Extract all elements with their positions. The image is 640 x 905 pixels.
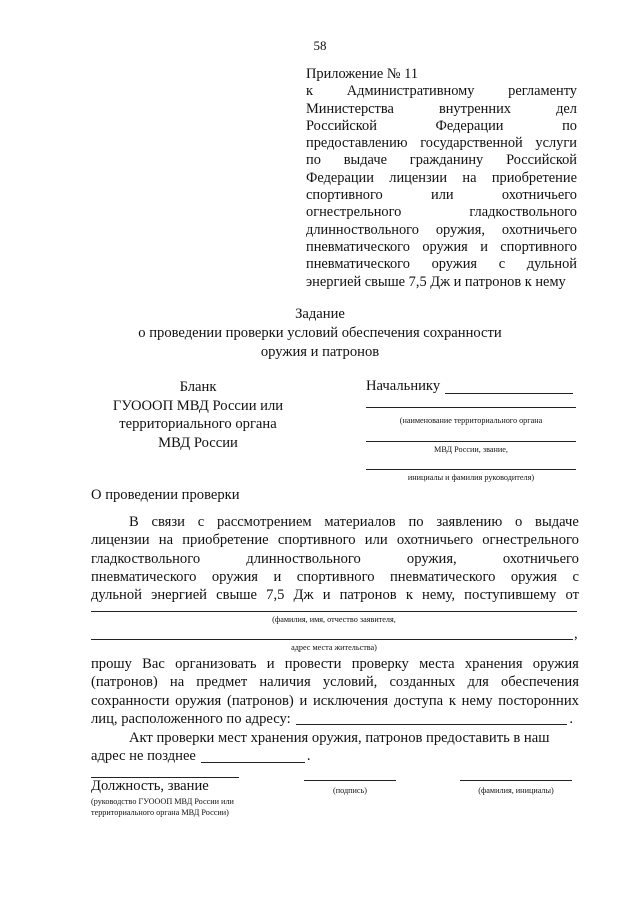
addressee-line-3[interactable]	[366, 441, 576, 442]
appendix-line-9: длинноствольного оружия, охотничьего	[306, 221, 577, 238]
blank-line-2: ГУОООП МВД России или	[112, 397, 284, 414]
addressee-line-4[interactable]	[366, 469, 576, 470]
appendix-line-3: Российской Федерации по	[306, 117, 577, 134]
appendix-lines	[306, 83, 577, 273]
paragraph-2	[91, 655, 579, 728]
paragraph-1-line-4: пневматического оружия и спортивного пневматического оружия с	[91, 568, 579, 585]
paragraph-1	[91, 513, 579, 604]
paragraph-2-line-1: прошу Вас организовать и провести проверку места хранения оружия	[91, 656, 579, 672]
title-line-3: оружия и патронов	[260, 344, 380, 360]
address-comma: ,	[574, 626, 578, 642]
applicant-address-field[interactable]	[91, 639, 573, 640]
position-label: Должность, звание	[91, 778, 209, 794]
applicant-name-hint: (фамилия, имя, отчество заявителя,	[272, 615, 396, 624]
page-number: 58	[313, 38, 327, 53]
appendix-line-4: предоставлению государственной услуги	[306, 135, 577, 152]
paragraph-3-line-2-suffix: .	[306, 748, 311, 765]
inspection-address-field[interactable]	[296, 724, 568, 725]
paragraph-1-line-2: лицензии на приобретение спортивного или охотничьего огнестрельного	[91, 532, 579, 549]
signature-line[interactable]	[304, 780, 396, 781]
paragraph-3-line-2-prefix: адрес не позднее	[91, 748, 196, 765]
addressee-hint-3: инициалы и фамилия руководителя)	[407, 473, 535, 482]
full-name-line[interactable]	[460, 780, 572, 781]
addressee-label: Начальнику	[366, 378, 441, 394]
appendix-line-11: пневматического оружия с дульной	[306, 256, 577, 273]
applicant-name-field[interactable]	[91, 611, 577, 612]
position-hint: (руководство ГУОООП МВД России или территориального органа МВД России)	[91, 797, 234, 817]
appendix-title: Приложение № 11	[306, 66, 419, 82]
paragraph-2-line-3: сохранности оружия (патронов) и исключения доступа к нему посторонних	[91, 692, 579, 709]
paragraph-3-line-1: Акт проверки мест хранения оружия, патронов предоставить в наш	[129, 730, 550, 746]
appendix-line-7: спортивного или охотничьего	[306, 187, 577, 204]
deadline-field[interactable]	[201, 762, 305, 763]
appendix-line-10: пневматического оружия и спортивного	[306, 238, 577, 255]
blank-line-1: Бланк	[179, 379, 217, 395]
full-name-hint: (фамилия, инициалы)	[478, 786, 554, 795]
paragraph-2-last-suffix: .	[569, 710, 573, 727]
appendix-line-5: по выдаче гражданину Российской	[306, 152, 577, 169]
paragraph-2-line-2: (патронов) на предмет наличия условий, созданных для обеспечения	[91, 674, 579, 691]
letterhead-blank	[98, 378, 298, 452]
addressee-hint-2: МВД России, звание,	[434, 445, 508, 454]
paragraph-1-line-1: В связи с рассмотрением материалов по заявлению о выдаче	[129, 514, 579, 530]
blank-line-4: МВД России	[158, 434, 238, 451]
appendix-line-2: Министерства внутренних дел	[306, 100, 577, 117]
signature-hint: (подпись)	[333, 786, 367, 795]
appendix-line-8: огнестрельного гладкоствольного	[306, 204, 577, 221]
appendix-line-1: к Административному регламенту	[306, 83, 577, 100]
title-line-1: Задание	[295, 306, 345, 322]
paragraph-2-last-prefix: лиц, расположенного по адресу:	[91, 710, 291, 727]
addressee-field[interactable]	[445, 393, 573, 394]
paragraph-3	[91, 729, 579, 766]
document-title	[0, 305, 640, 362]
title-line-2: о проведении проверки условий обеспечения сохранности	[138, 325, 502, 341]
addressee-hint-1: (наименование территориального органа	[399, 416, 543, 425]
appendix-line-6: Федерации лицензии на приобретение	[306, 169, 577, 186]
appendix-last-line: энергией свыше 7,5 Дж и патронов к нему	[306, 273, 566, 290]
appendix-header	[306, 66, 577, 291]
applicant-address-hint: адрес места жительства)	[291, 643, 377, 652]
paragraph-1-line-3: гладкоствольного длинноствольного оружия, охотничьего	[91, 550, 579, 567]
subject-line: О проведении проверки	[91, 487, 240, 503]
addressee-line-2[interactable]	[366, 407, 576, 408]
blank-line-3: территориального органа	[119, 416, 277, 432]
paragraph-1-line-5: дульной энергией свыше 7,5 Дж и патронов к нему, поступившему от	[91, 587, 579, 604]
